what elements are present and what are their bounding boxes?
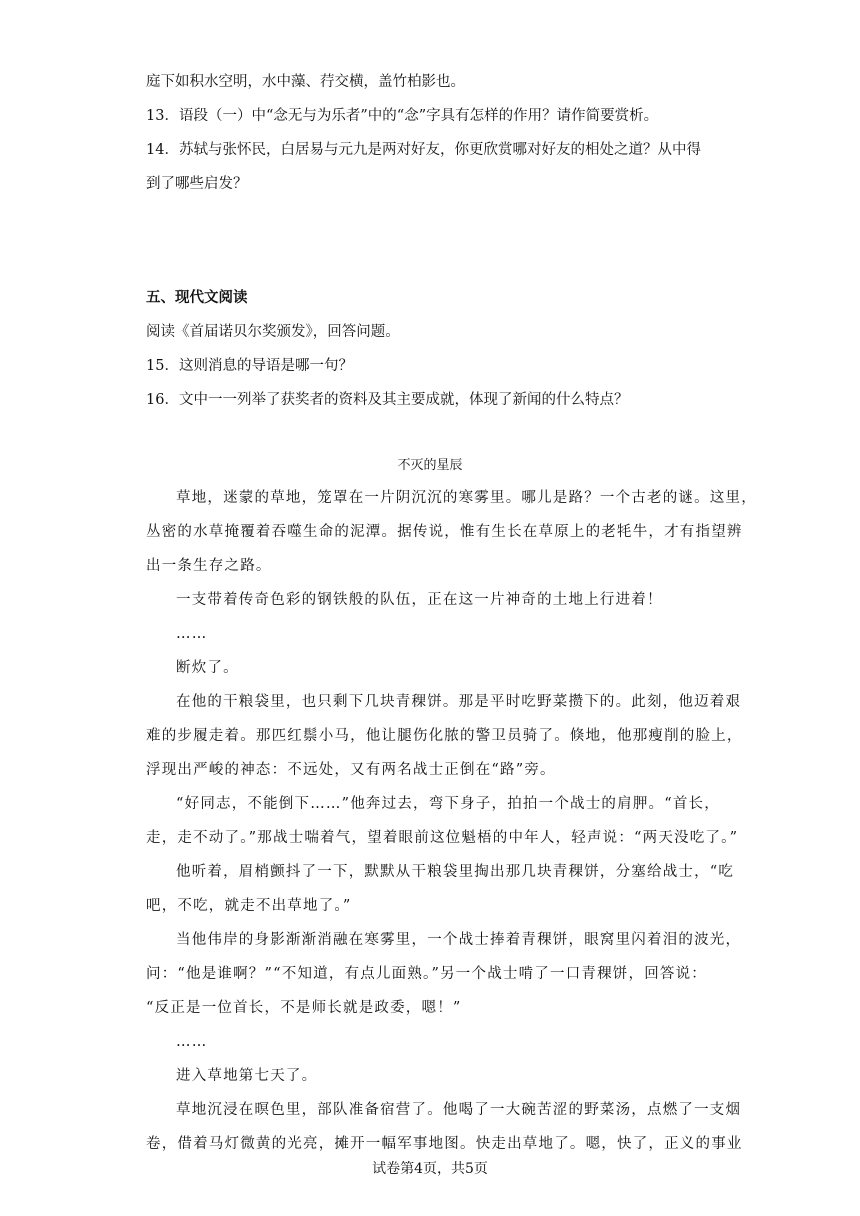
story-line: 难的步履走着。那匹红鬃小马，他让腿伤化脓的警卫员骑了。倏地，他那瘦削的脸上，: [146, 728, 743, 744]
question-13: 13．语段（一）中“念无与为乐者”中的“念”字具有怎样的作用？请作简要赏析。: [146, 108, 659, 124]
story-line: 吧，不吃，就走不出草地了。”: [146, 898, 352, 914]
story-line: 走，走不动了。”那战士喘着气，望着眼前这位魁梧的中年人，轻声说：“两天没吃了。”: [146, 830, 739, 846]
story-line: 进入草地第七天了。: [176, 1068, 318, 1084]
story-line: 卷，借着马灯微黄的光亮，摊开一幅军事地图。快走出草地了。嗯，快了，正义的事业: [146, 1136, 743, 1152]
story-line: 浮现出严峻的神态：不远处，又有两名战士正倒在“路”旁。: [146, 762, 556, 778]
question-16: 16．文中一一列举了获奖者的资料及其主要成就，体现了新闻的什么特点？: [146, 392, 629, 408]
story-line: 他听着，眉梢颤抖了一下，默默从干粮袋里掏出那几块青稞饼，分塞给战士，“吃: [176, 864, 735, 880]
story-title: 不灭的星辰: [397, 458, 463, 473]
story-ellipsis: ……: [176, 626, 208, 642]
story-line: 草地，迷蒙的草地，笼罩在一片阴沉沉的寒雾里。哪儿是路？一个古老的谜。这里，: [176, 490, 757, 506]
story-line: 草地沉浸在暝色里，部队准备宿营了。他喝了一大碗苦涩的野菜汤，点燃了一支烟: [176, 1102, 742, 1118]
reading-instruction: 阅读《首届诺贝尔奖颁发》，回答问题。: [146, 324, 400, 340]
story-line: “反正是一位首长，不是师长就是政委，嗯！”: [146, 1000, 462, 1016]
story-line: 当他伟岸的身影渐渐消融在寒雾里，一个战士捧着青稞饼，眼窝里闪着泪的波光，: [176, 932, 742, 948]
question-14-continued: 到了哪些启发？: [146, 176, 248, 192]
page-footer: 试卷第4页，共5页: [372, 1161, 488, 1177]
story-line: 在他的干粮袋里，也只剩下几块青稞饼。那是平时吃野菜攒下的。此刻，他迈着艰: [176, 694, 742, 710]
story-line: 断炊了。: [176, 660, 239, 676]
question-15: 15．这则消息的导语是哪一句？: [146, 358, 353, 374]
section-heading: 五、现代文阅读: [146, 289, 248, 306]
story-line: 丛密的水草掩覆着吞噬生命的泥潭。据传说，惟有生长在草原上的老牦牛，才有指望辨: [146, 524, 743, 540]
question-14: 14．苏轼与张怀民，白居易与元九是两对好友，你更欣赏哪对好友的相处之道？从中得: [146, 142, 701, 158]
story-line: 一支带着传奇色彩的钢铁般的队伍，正在这一片神奇的土地上行进着！: [176, 592, 663, 608]
story-line: “好同志，不能倒下……”他奔过去，弯下身子，拍拍一个战士的肩胛。“首长，: [176, 796, 720, 812]
story-line: 出一条生存之路。: [146, 558, 272, 574]
story-line: 问：“他是谁啊？”“不知道，有点儿面熟。”另一个战士啃了一口青稞饼，回答说：: [146, 966, 707, 982]
text-line: 庭下如积水空明，水中藻、荇交横，盖竹柏影也。: [146, 74, 465, 90]
story-ellipsis: ……: [176, 1034, 208, 1050]
